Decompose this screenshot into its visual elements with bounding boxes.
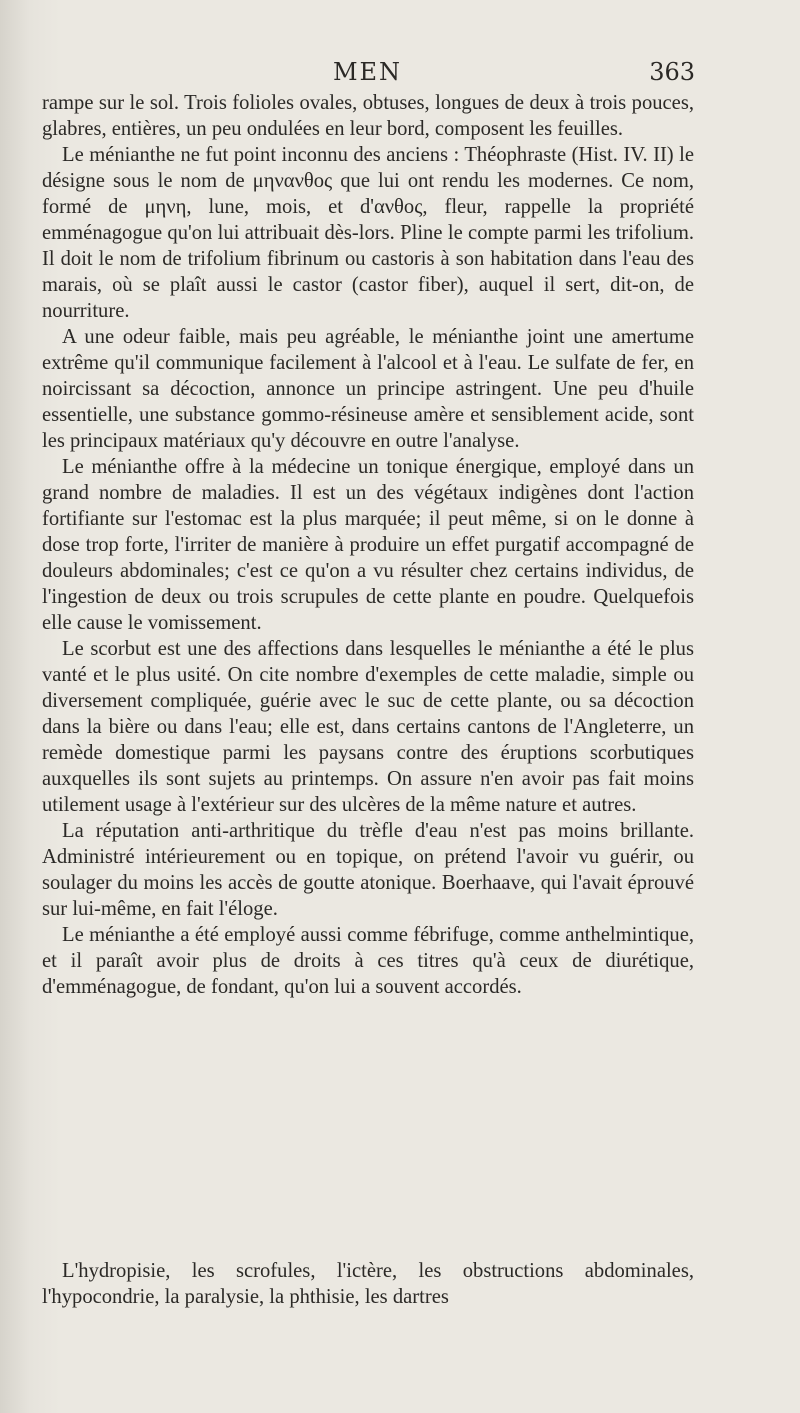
paragraph-8	[42, 1258, 694, 1310]
running-title: MEN	[332, 58, 403, 86]
paragraph-3: A une odeur faible, mais peu agréable, le ménianthe joint une amertume extrême qu'il communique facilement à l'alcool et à l'eau. Le sulfate de fer, en noircissant sa décoction, annonce un principe astringent. Une peu d'huile essentielle, une substance gommo-résineuse amère et sensiblement acide, sont les principaux matériaux qu'y découvre en outre l'analyse.	[42, 326, 694, 452]
paragraph-6: La réputation anti-arthritique du trèfle d'eau n'est pas moins brillante. Administré intérieurement ou en topique, on prétend l'avoir vu guérir, ou soulager du moins les accès de goutte atonique. Boerhaave, qui l'avait éprouvé sur lui-même, en fait l'éloge.	[42, 820, 694, 920]
paragraph-8-text: L'hydropisie, les scrofules, l'ictère, les obstructions abdominales, l'hypocondrie, la paralysie, la phthisie, les dartres	[42, 1260, 694, 1308]
running-head	[40, 58, 695, 88]
body-text	[42, 90, 694, 1000]
page-number: 363	[649, 58, 695, 86]
paragraph-1: rampe sur le sol. Trois folioles ovales, obtuses, longues de deux à trois pouces, glabres, entières, un peu ondulées en leur bord, composent les feuilles.	[42, 92, 694, 140]
paragraph-5: Le scorbut est une des affections dans lesquelles le ménianthe a été le plus vanté et le plus usité. On cite nombre d'exemples de cette maladie, simple ou diversement compliquée, guérie avec le suc de cette plante, ou sa décoction dans la bière ou dans l'eau; elle est, dans certains cantons de l'Angleterre, un remède domestique parmi les paysans contre des éruptions scorbutiques auxquelles ils sont sujets au printemps. On assure n'en avoir pas fait moins utilement usage à l'extérieur sur des ulcères de la même nature et autres.	[42, 638, 694, 816]
paragraph-2: Le ménianthe ne fut point inconnu des anciens : Théophraste (Hist. IV. II) le désigne sous le nom de μηνανθος que lui ont rendu les modernes. Ce nom, formé de μηνη, lune, mois, et d'ανθος, fleur, rappelle la propriété emménagogue qu'on lui attribuait dès-lors. Pline le compte parmi les trifolium. Il doit le nom de trifolium fibrinum ou castoris à son habitation dans l'eau des marais, où se plaît aussi le castor (castor fiber), auquel il sert, dit-on, de nourriture.	[42, 144, 694, 322]
paragraph-7: Le ménianthe a été employé aussi comme fébrifuge, comme anthelmintique, et il paraît avoir plus de droits à ces titres qu'à ceux de diurétique, d'emménagogue, de fondant, qu'on lui a souvent accordés.	[42, 924, 694, 998]
paragraph-4: Le ménianthe offre à la médecine un tonique énergique, employé dans un grand nombre de maladies. Il est un des végétaux indigènes dont l'action fortifiante sur l'estomac est la plus marquée; il peut même, si on le donne à dose trop forte, l'irriter de manière à produire un effet purgatif accompagné de douleurs abdominales; c'est ce qu'on a vu résulter chez certains individus, de l'ingestion de deux ou trois scrupules de cette plante en poudre. Quelquefois elle cause le vomissement.	[42, 456, 694, 634]
